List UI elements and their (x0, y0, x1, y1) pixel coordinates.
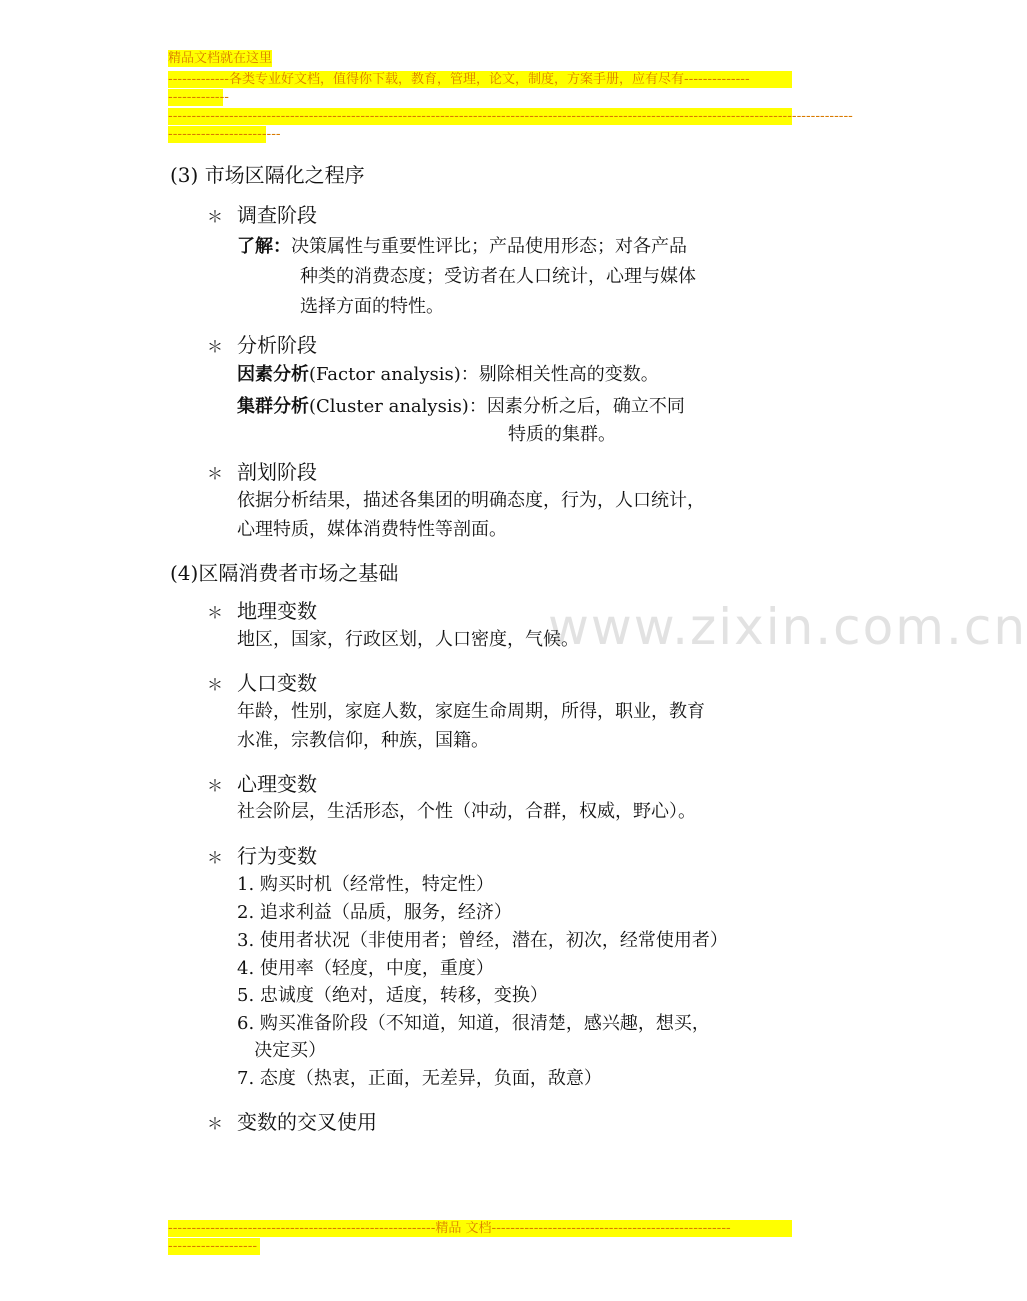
bullet-heading: 变数的交叉使用 (237, 1110, 377, 1134)
asterisk-icon: ＊ (207, 337, 224, 356)
psychographic-text: 社会阶层，生活形态，个性（冲动，合群，权威，野心）。 (237, 801, 696, 822)
understand-label: 了解： (237, 236, 291, 257)
demographic-line-1: 年龄，性别，家庭人数，家庭生命周期，所得，职业，教育 (237, 701, 705, 722)
body-text: 决策属性与重要性评比；产品使用形态；对各产品 (291, 236, 687, 257)
asterisk-icon: ＊ (207, 776, 224, 795)
header-promo-line-cont: ------------- (168, 90, 229, 105)
bullet-heading: 剖划阶段 (237, 460, 317, 484)
factor-analysis-label: 因素分析 (237, 364, 309, 385)
profiling-line-1: 依据分析结果，描述各集团的明确态度，行为，人口统计， (237, 490, 705, 511)
bullet-heading: 人口变数 (237, 671, 317, 695)
footer-line: ---------------------------------------------------------精品 文档--------------------------------------------------- (168, 1220, 792, 1237)
list-item: 7. 态度（热衷，正面，无差异，负面，敌意） (237, 1068, 602, 1089)
factor-analysis-text: (Factor analysis)：剔除相关性高的变数。 (309, 364, 659, 385)
header-divider-line-cont: ------------------------ (168, 127, 281, 142)
cluster-analysis-cont: 特质的集群。 (508, 424, 616, 445)
section-4-title: (4)区隔消费者市场之基础 (170, 561, 399, 585)
bullet-heading: 地理变数 (237, 599, 317, 623)
profiling-line-2: 心理特质，媒体消费特性等剖面。 (237, 519, 507, 540)
asterisk-icon: ＊ (207, 207, 224, 226)
cluster-analysis-line (237, 392, 685, 422)
footer-line-cont: ------------------- (168, 1238, 260, 1255)
bullet-psychographic (207, 772, 317, 798)
asterisk-icon: ＊ (207, 675, 224, 694)
bullet-survey-stage (207, 203, 317, 229)
bullet-demographic (207, 671, 317, 697)
list-item: 4. 使用率（轻度，中度，重度） (237, 958, 494, 979)
survey-understand-line-3: 选择方面的特性。 (300, 296, 444, 317)
header-divider-line: -------------------------------------------------------------------------------------------------------------------------------------------------- (168, 109, 853, 124)
section-3-title: (3) 市场区隔化之程序 (170, 163, 365, 187)
list-item: 6. 购买准备阶段（不知道，知道，很清楚，感兴趣，想买， (237, 1013, 710, 1034)
survey-understand-line-1 (237, 232, 687, 262)
bullet-heading: 调查阶段 (237, 203, 317, 227)
list-item: 5. 忠诚度（绝对，适度，转移，变换） (237, 985, 548, 1006)
bullet-profiling-stage (207, 460, 317, 486)
list-item: 2. 追求利益（品质，服务，经济） (237, 902, 512, 923)
bullet-behavioral (207, 844, 317, 870)
list-item: 1. 购买时机（经常性，特定性） (237, 874, 494, 895)
asterisk-icon: ＊ (207, 464, 224, 483)
bullet-cross-use (207, 1110, 377, 1136)
list-item: 3. 使用者状况（非使用者；曾经，潜在，初次，经常使用者） (237, 930, 728, 951)
asterisk-icon: ＊ (207, 603, 224, 622)
cluster-analysis-text: (Cluster analysis)：因素分析之后，确立不同 (309, 396, 685, 417)
factor-analysis-line (237, 360, 659, 390)
cluster-analysis-label: 集群分析 (237, 396, 309, 417)
asterisk-icon: ＊ (207, 1114, 224, 1133)
bullet-analysis-stage (207, 333, 317, 359)
header-promo-line: -------------各类专业好文档，值得你下载，教育，管理，论文，制度，方案手册，应有尽有-------------- (168, 71, 792, 88)
header-title: 精品文档就在这里 (168, 51, 273, 66)
bullet-heading: 分析阶段 (237, 333, 317, 357)
survey-understand-line-2: 种类的消费态度；受访者在人口统计，心理与媒体 (300, 266, 696, 287)
bullet-heading: 行为变数 (237, 844, 317, 868)
watermark: www.zixin.com.cn (548, 598, 1027, 656)
bullet-heading: 心理变数 (237, 772, 317, 796)
bullet-geographic (207, 599, 317, 625)
demographic-line-2: 水准，宗教信仰，种族，国籍。 (237, 730, 489, 751)
list-item-cont: 决定买） (237, 1040, 327, 1061)
geographic-text: 地区，国家，行政区划，人口密度，气候。 (237, 629, 579, 650)
asterisk-icon: ＊ (207, 848, 224, 867)
